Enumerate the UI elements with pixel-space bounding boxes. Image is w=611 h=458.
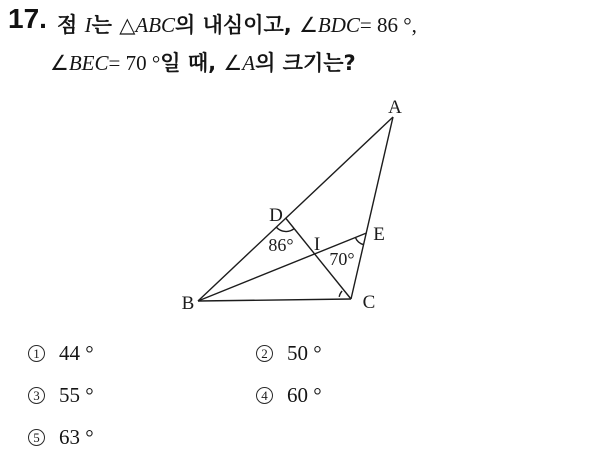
choice-4 xyxy=(256,383,322,408)
angle-symbol: ∠ xyxy=(299,13,318,37)
math-a: A xyxy=(242,51,256,75)
angle-arc-d xyxy=(277,227,295,231)
math-bec-value: = 70 ° xyxy=(108,51,161,75)
choice-1 xyxy=(28,341,94,366)
triangle-symbol: △ xyxy=(119,13,136,37)
choice-2 xyxy=(256,341,322,366)
vertex-label-a: A xyxy=(388,97,402,118)
choice-value: 44 ° xyxy=(59,341,94,365)
angle-arc-c xyxy=(339,291,342,297)
choice-marker: 5 xyxy=(28,429,45,446)
question-text: 는 xyxy=(91,13,120,37)
angle-symbol: ∠ xyxy=(223,51,243,75)
math-bdc-value: = 86 °, xyxy=(359,13,417,37)
angle-label-bdc: 86° xyxy=(268,235,294,255)
choice-marker: 3 xyxy=(28,387,45,404)
question-text: 점 xyxy=(57,13,85,37)
vertex-label-d: D xyxy=(269,205,283,226)
math-point-i: I xyxy=(84,13,92,37)
angle-label-bec: 70° xyxy=(329,249,355,269)
math-bec: BEC xyxy=(68,51,109,75)
vertex-label-b: B xyxy=(181,293,195,314)
incenter-label-i: I xyxy=(313,234,321,255)
choice-value: 60 ° xyxy=(287,383,322,407)
choice-marker: 4 xyxy=(256,387,273,404)
side-ac xyxy=(351,117,393,299)
angle-arc-e xyxy=(355,238,363,245)
choice-value: 55 ° xyxy=(59,383,94,407)
side-bc xyxy=(198,299,351,301)
math-abc: ABC xyxy=(135,13,176,37)
choice-marker: 2 xyxy=(256,345,273,362)
vertex-label-e: E xyxy=(373,224,385,245)
question-text: 의 크기는? xyxy=(255,51,356,75)
choice-5 xyxy=(28,425,94,450)
choice-3 xyxy=(28,383,94,408)
angle-symbol: ∠ xyxy=(50,51,69,75)
side-ab xyxy=(198,117,393,301)
question-text: 일 때, xyxy=(160,51,224,75)
choice-value: 63 ° xyxy=(59,425,94,449)
vertex-label-c: C xyxy=(362,292,376,313)
question-text: 의 내심이고, xyxy=(175,13,300,37)
choice-marker: 1 xyxy=(28,345,45,362)
math-bdc: BDC xyxy=(317,13,360,37)
problem-number: 17. xyxy=(8,3,47,34)
choice-value: 50 ° xyxy=(287,341,322,365)
